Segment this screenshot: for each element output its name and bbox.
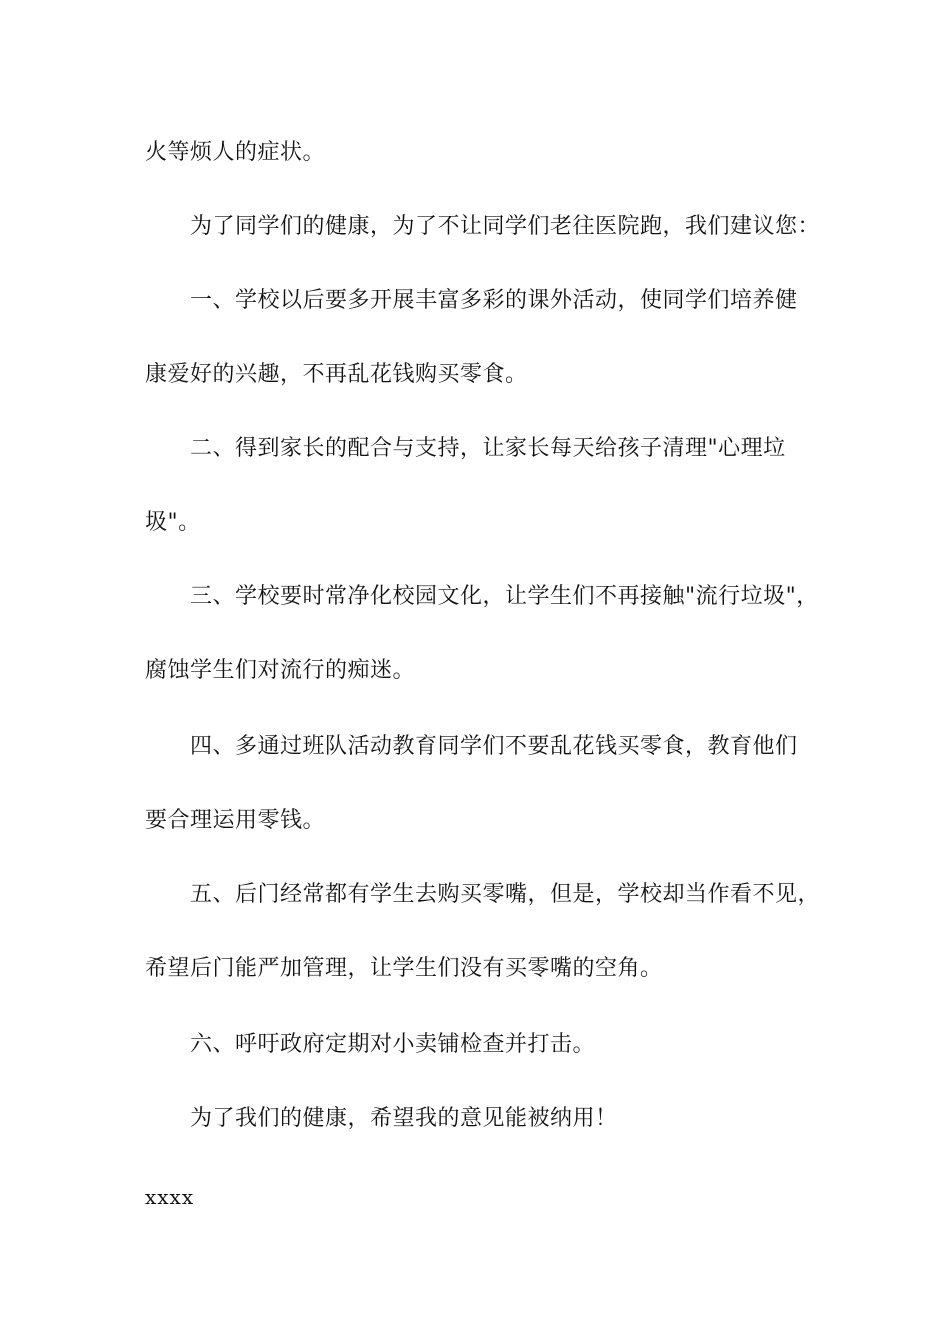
text-line-3: 一、学校以后要多开展丰富多彩的课外活动，使同学们培养健 <box>190 288 798 313</box>
text-line-14: 为了我们的健康，希望我的意见能被纳用！ <box>190 1106 618 1131</box>
text-line-12: 希望后门能严加管理，让学生们没有买零嘴的空角。 <box>145 956 663 981</box>
text-line-5: 二、得到家长的配合与支持，让家长每天给孩子清理"心理垃 <box>190 436 786 461</box>
text-line-13: 六、呼吁政府定期对小卖铺检查并打击。 <box>190 1032 596 1057</box>
text-line-11: 五、后门经常都有学生去购买零嘴，但是，学校却当作看不见， <box>190 882 821 907</box>
text-line-10: 要合理运用零钱。 <box>145 808 326 833</box>
text-line-7: 三、学校要时常净化校园文化，让学生们不再接触"流行垃圾"， <box>190 584 819 609</box>
text-line-8: 腐蚀学生们对流行的痴迷。 <box>145 658 416 683</box>
text-line-6: 圾"。 <box>145 510 201 535</box>
text-line-1: 火等烦人的症状。 <box>145 140 326 165</box>
signature: xxxx <box>145 1185 195 1209</box>
text-line-9: 四、多通过班队活动教育同学们不要乱花钱买零食，教育他们 <box>190 734 798 759</box>
text-line-4: 康爱好的兴趣，不再乱花钱购买零食。 <box>145 362 528 387</box>
text-line-2: 为了同学们的健康，为了不让同学们老往医院跑，我们建议您： <box>190 214 821 239</box>
